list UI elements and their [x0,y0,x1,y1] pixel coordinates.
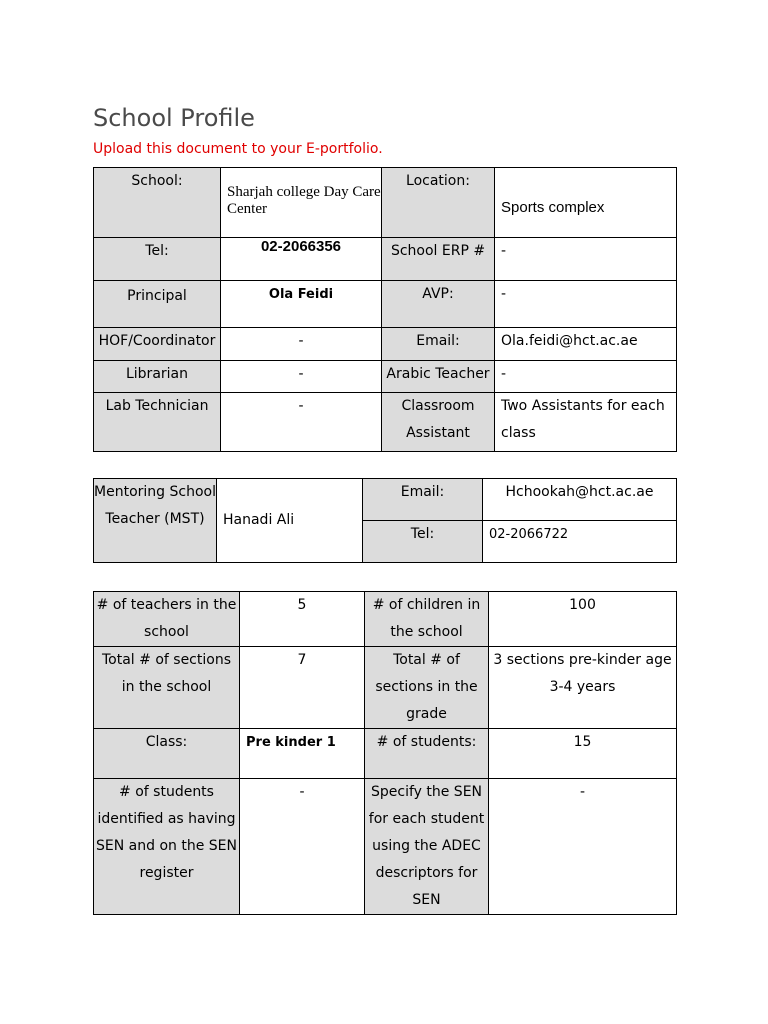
sen-students-value: - [240,779,365,915]
page-title: School Profile [93,104,255,132]
principal-label: Principal [94,281,221,328]
email-value: Ola.feidi@hct.ac.ae [495,328,677,361]
tel-value [221,238,382,281]
students-count-value: 15 [489,729,677,779]
location-value [495,168,677,238]
mentor-email-label: Email: [363,479,483,521]
students-count-label: # of students: [365,729,489,779]
email-label: Email: [382,328,495,361]
tel-number: 02-2066356 [260,238,342,255]
avp-label: AVP: [382,281,495,328]
mentor-label: Mentoring School Teacher (MST) [94,479,217,563]
stats-table [93,591,677,915]
hof-label: HOF/Coordinator [94,328,221,361]
school-sections-value: 7 [240,647,365,729]
avp-value: - [495,281,677,328]
lab-technician-label: Lab Technician [94,393,221,452]
erp-label: School ERP # [382,238,495,281]
librarian-value: - [221,361,382,393]
upload-instruction: Upload this document to your E-portfolio. [93,141,383,157]
lab-technician-value: - [221,393,382,452]
location-label: Location: [382,168,495,238]
school-name: Sharjah college Day Care Center [227,184,381,217]
mentor-tel-label: Tel: [363,521,483,563]
teachers-count-label: # of teachers in the school [94,592,240,647]
sen-specify-label: Specify the SEN for each student using the ADEC descriptors for SEN [365,779,489,915]
school-label: School: [94,168,221,238]
grade-sections-value: 3 sections pre-kinder age 3-4 years [489,647,677,729]
mentor-name: Hanadi Ali [223,512,295,528]
classroom-assistant-label: Classroom Assistant [382,393,495,452]
class-value: Pre kinder 1 [240,729,365,779]
children-count-value: 100 [489,592,677,647]
erp-value: - [495,238,677,281]
mentor-tel-value: 02-2066722 [483,521,677,563]
mentor-email-value: Hchookah@hct.ac.ae [483,479,677,521]
sen-students-label: # of students identified as having SEN and on the SEN register [94,779,240,915]
librarian-label: Librarian [94,361,221,393]
location-text: Sports complex [501,199,605,216]
teachers-count-value: 5 [240,592,365,647]
school-sections-label: Total # of sections in the school [94,647,240,729]
mentor-table [93,478,677,563]
grade-sections-label: Total # of sections in the grade [365,647,489,729]
tel-label: Tel: [94,238,221,281]
arabic-teacher-label: Arabic Teacher [382,361,495,393]
hof-value: - [221,328,382,361]
classroom-assistant-value: Two Assistants for each class [495,393,677,452]
school-profile-table [93,167,677,452]
class-label: Class: [94,729,240,779]
children-count-label: # of children in the school [365,592,489,647]
sen-specify-value: - [489,779,677,915]
mentor-name-cell [217,479,363,563]
school-value [221,168,382,238]
principal-value: Ola Feidi [221,281,382,328]
arabic-teacher-value: - [495,361,677,393]
